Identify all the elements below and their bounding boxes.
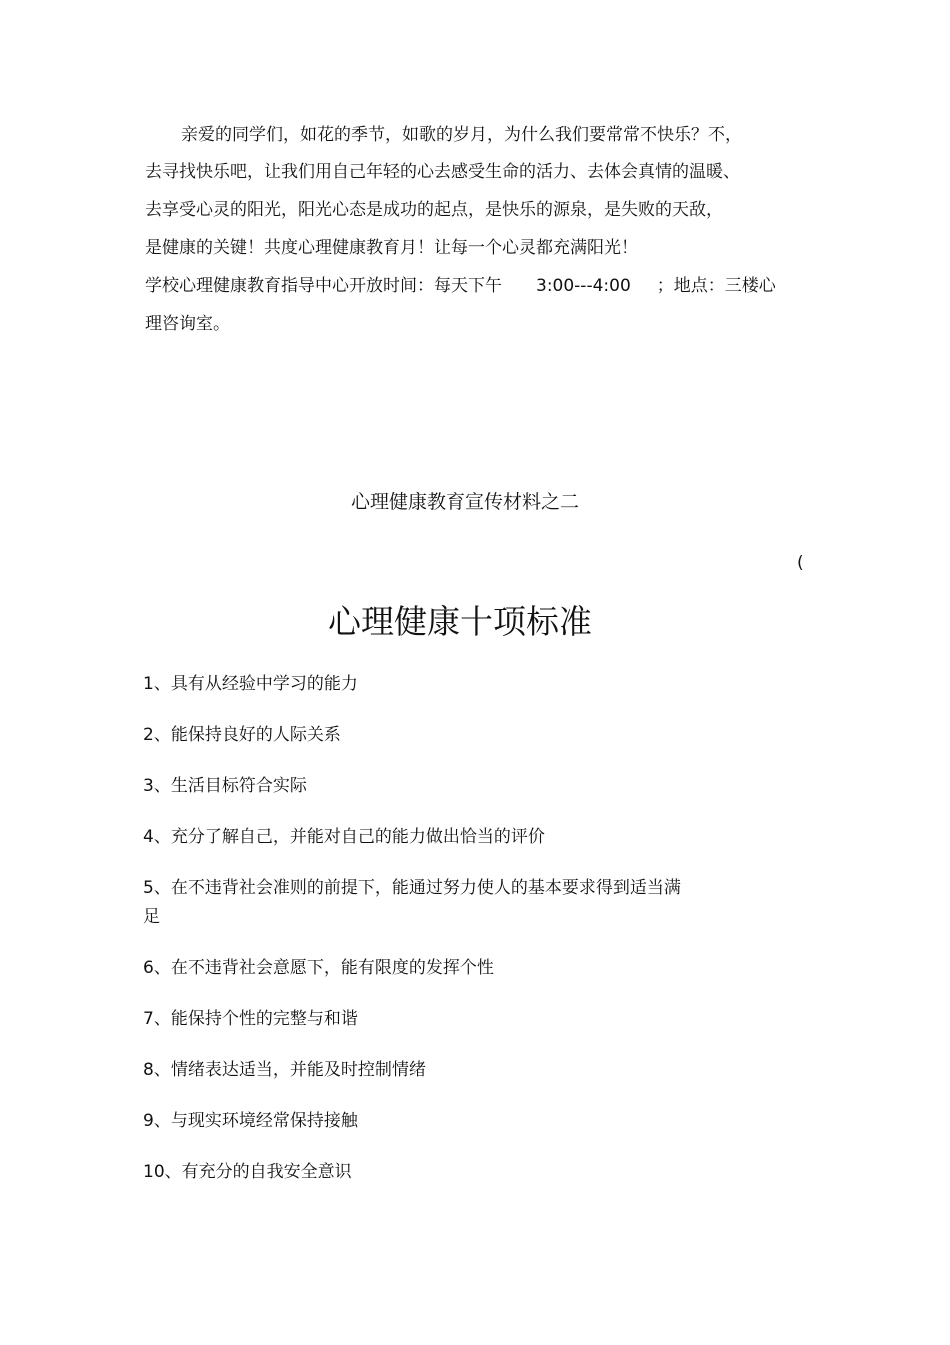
intro-line-6: 理咨询室。 — [145, 314, 230, 334]
list-item: 3、生活目标符合实际 — [143, 776, 307, 796]
open-hours-time: 3:00---4:00 — [536, 276, 631, 296]
intro-line-1: 亲爱的同学们，如花的季节，如歌的岁月，为什么我们要常常不快乐？不， — [181, 125, 742, 145]
list-item: 6、在不违背社会意愿下，能有限度的发挥个性 — [143, 958, 494, 978]
list-item: 1、具有从经验中学习的能力 — [143, 674, 358, 694]
list-item: 5、在不违背社会准则的前提下，能通过努力使人的基本要求得到适当满 — [143, 878, 681, 898]
intro-line-3: 去享受心灵的阳光，阳光心态是成功的起点，是快乐的源泉，是失败的天敌， — [145, 200, 723, 220]
list-item-continuation: 足 — [143, 907, 160, 927]
list-item: 2、能保持良好的人际关系 — [143, 725, 341, 745]
intro-line-5 — [145, 275, 776, 297]
list-item: 8、情绪表达适当，并能及时控制情绪 — [143, 1060, 426, 1080]
stray-parenthesis: ( — [797, 553, 804, 573]
location-label: ；地点：三楼心 — [656, 276, 776, 296]
page-title: 心理健康十项标准 — [328, 602, 592, 641]
list-item: 9、与现实环境经常保持接触 — [143, 1111, 358, 1131]
subtitle: 心理健康教育宣传材料之二 — [350, 491, 579, 513]
intro-line-4: 是健康的关键！共度心理健康教育月！让每一个心灵都充满阳光！ — [145, 238, 638, 258]
list-item: 10、有充分的自我安全意识 — [143, 1162, 352, 1182]
list-item: 7、能保持个性的完整与和谐 — [143, 1009, 358, 1029]
list-item: 4、充分了解自己，并能对自己的能力做出恰当的评价 — [143, 827, 545, 847]
open-hours-label: 学校心理健康教育指导中心开放时间：每天下午 — [145, 276, 502, 296]
intro-line-2: 去寻找快乐吧，让我们用自己年轻的心去感受生命的活力、去体会真情的温暖、 — [145, 162, 740, 182]
